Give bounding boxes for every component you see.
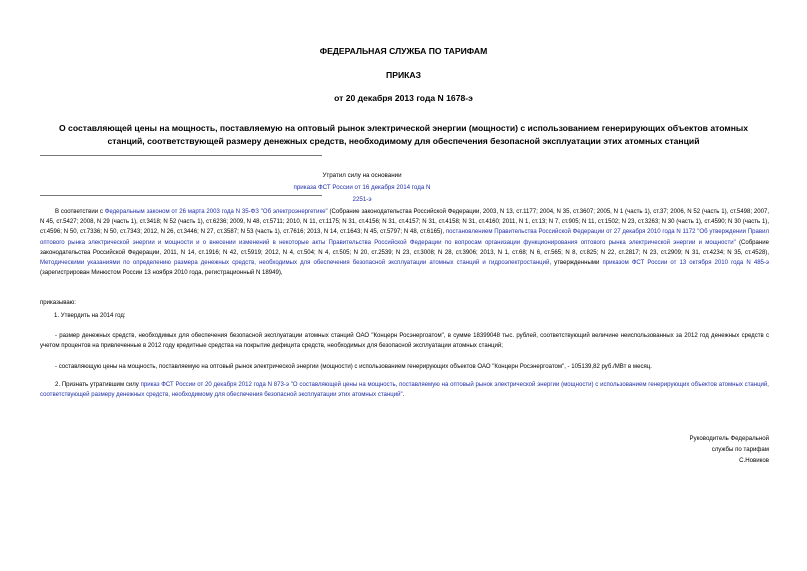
order-word: приказываю:	[40, 300, 76, 306]
preamble-text-c: (Собрание законодательства Российской Федерации, 2011, N 14, ст.1916; N 42, ст.5919; 2012, N 4, ст.504; N 4, ст.505; N 20, ст.2539; N 23, ст.3008; N 28, ст.3906; 2013, N 1, ст.68; N 6, ст.565; N 8, ст.825; N 22, ст.2817; N 23, ст.2909; N 31, ст.4234; N 35, ст.4528),	[40, 239, 769, 256]
document-date-number: от 20 декабря 2013 года N 1678-э	[334, 93, 473, 103]
item-1-funds-clause: - размер денежных средств, необходимых для обеспечения безопасной эксплуатации атомных станций ОАО "Концерн Росэнергоатом", в сумме 18399048 тыс. рублей, соответствующий величине неиспользованных за 2012 год денежных средств с учетом процентов на привлеченные в 2012 году кредитные средства на покрытие дефицита средств, необходимых для безопасной эксплуатации атомных станций;	[40, 333, 769, 350]
government-resolution-link[interactable]: постановлением Правительства Российской Федерации от 27 декабря 2010 года N 1172 "Об утверждении Правил оптового рынка электрической энергии и мощности и о внесении изменений в некоторые акты Правительства Российской Федерации по вопросам организации функционирования оптового рынка электрической энергии и мощности"	[40, 229, 769, 246]
item-2-text-a: 2. Признать утратившим силу	[55, 382, 141, 388]
federal-law-link[interactable]: Федеральным законом от 26 марта 2003 года N 35-ФЗ "Об электроэнергетике"	[104, 209, 328, 215]
preamble-text-a: В соответствии с	[55, 209, 105, 215]
preamble-paragraph	[40, 207, 769, 278]
agency-heading: ФЕДЕРАЛЬНАЯ СЛУЖБА ПО ТАРИФАМ	[319, 46, 488, 56]
fst-order-873-link[interactable]: приказ ФСТ России от 20 декабря 2012 года N 873-э "О составляющей цены на мощность, поставляемую на оптовый рынок электрической энергии (мощности) с использованием генерирующих объектов атомных станций, соответствующей размеру денежных средств, необходимому для обеспечения безопасной эксплуатации этих атомных станций"	[40, 382, 769, 399]
fst-order-485-link[interactable]: приказом ФСТ России от 13 октября 2010 года N 485-э	[602, 260, 770, 267]
divider-top	[40, 155, 322, 156]
document-title: О составляющей цены на мощность, поставляемую на оптовый рынок электрической энергии (мощности) с использованием генерирующих объектов атомных станций, соответствующей размеру денежных средств, необходимому для обеспечения безопасной эксплуатации этих атомных станций	[58, 123, 749, 146]
signature-line-2: службы по тарифам	[711, 446, 769, 453]
item-1-price-clause: - составляющую цены на мощность, поставляемую на оптовый рынок электрической энергии (мощности) с использованием генерирующих объектов ОАО "Концерн Росэнергоатом", - 105139,82 руб./МВт в месяц.	[55, 364, 652, 370]
item-2-paragraph	[40, 380, 769, 400]
signature-name: С.Новиков	[739, 457, 769, 464]
lost-force-note: Утратил силу на основании	[322, 172, 402, 179]
methodical-guidelines-link[interactable]: Методическими указаниями по определению размера денежных средств, необходимых для обеспечения безопасной эксплуатации атомных станций и гидроэлектростанций	[40, 260, 550, 267]
document-type-heading: ПРИКАЗ	[386, 70, 421, 80]
divider-bottom	[40, 195, 322, 196]
signature-line-1: Руководитель Федеральной	[689, 435, 769, 442]
item-1-heading: 1. Утвердить на 2014 год:	[54, 313, 126, 319]
lost-force-link[interactable]: приказа ФСТ России от 16 декабря 2014 года N 2251-э	[293, 184, 431, 203]
signature-block	[629, 433, 769, 466]
preamble-text-b: (Собрание законодательства Российской Федерации, 2003, N 13, ст.1177; 2004, N 35, ст.3607; 2005, N 1 (часть 1), ст.37; 2006, N 52 (часть 1), ст.5498; 2007, N 45, ст.5427; 2008, N 29 (часть 1), ст.3418; N 52 (часть 1), ст.6236; 2009, N 48, ст.5711; 2010, N 11, ст.1175; N 31, ст.4156; N 31, ст.4157; N 31, ст.4158; N 31, ст.4160; 2011, N 1, ст.13; N 7, ст.905; N 11, ст.1502; N 23, ст.3263; N 30 (часть 1), ст.4590; N 30 (часть 1), ст.4596; N 50, ст.7336; N 50, ст.7343; 2012, N 26, ст.3446; N 27, ст.3587; N 53 (часть 1), ст.7616; 2013, N 14, ст.1643; N 45, ст.5797; N 48, ст.6165),	[40, 209, 769, 236]
preamble-text-d: , утвержденными	[549, 260, 603, 267]
item-2-text-b: .	[402, 392, 405, 399]
preamble-text-e: (зарегистрирован Минюстом России 13 ноября 2010 года, регистрационный N 18949),	[40, 270, 283, 277]
